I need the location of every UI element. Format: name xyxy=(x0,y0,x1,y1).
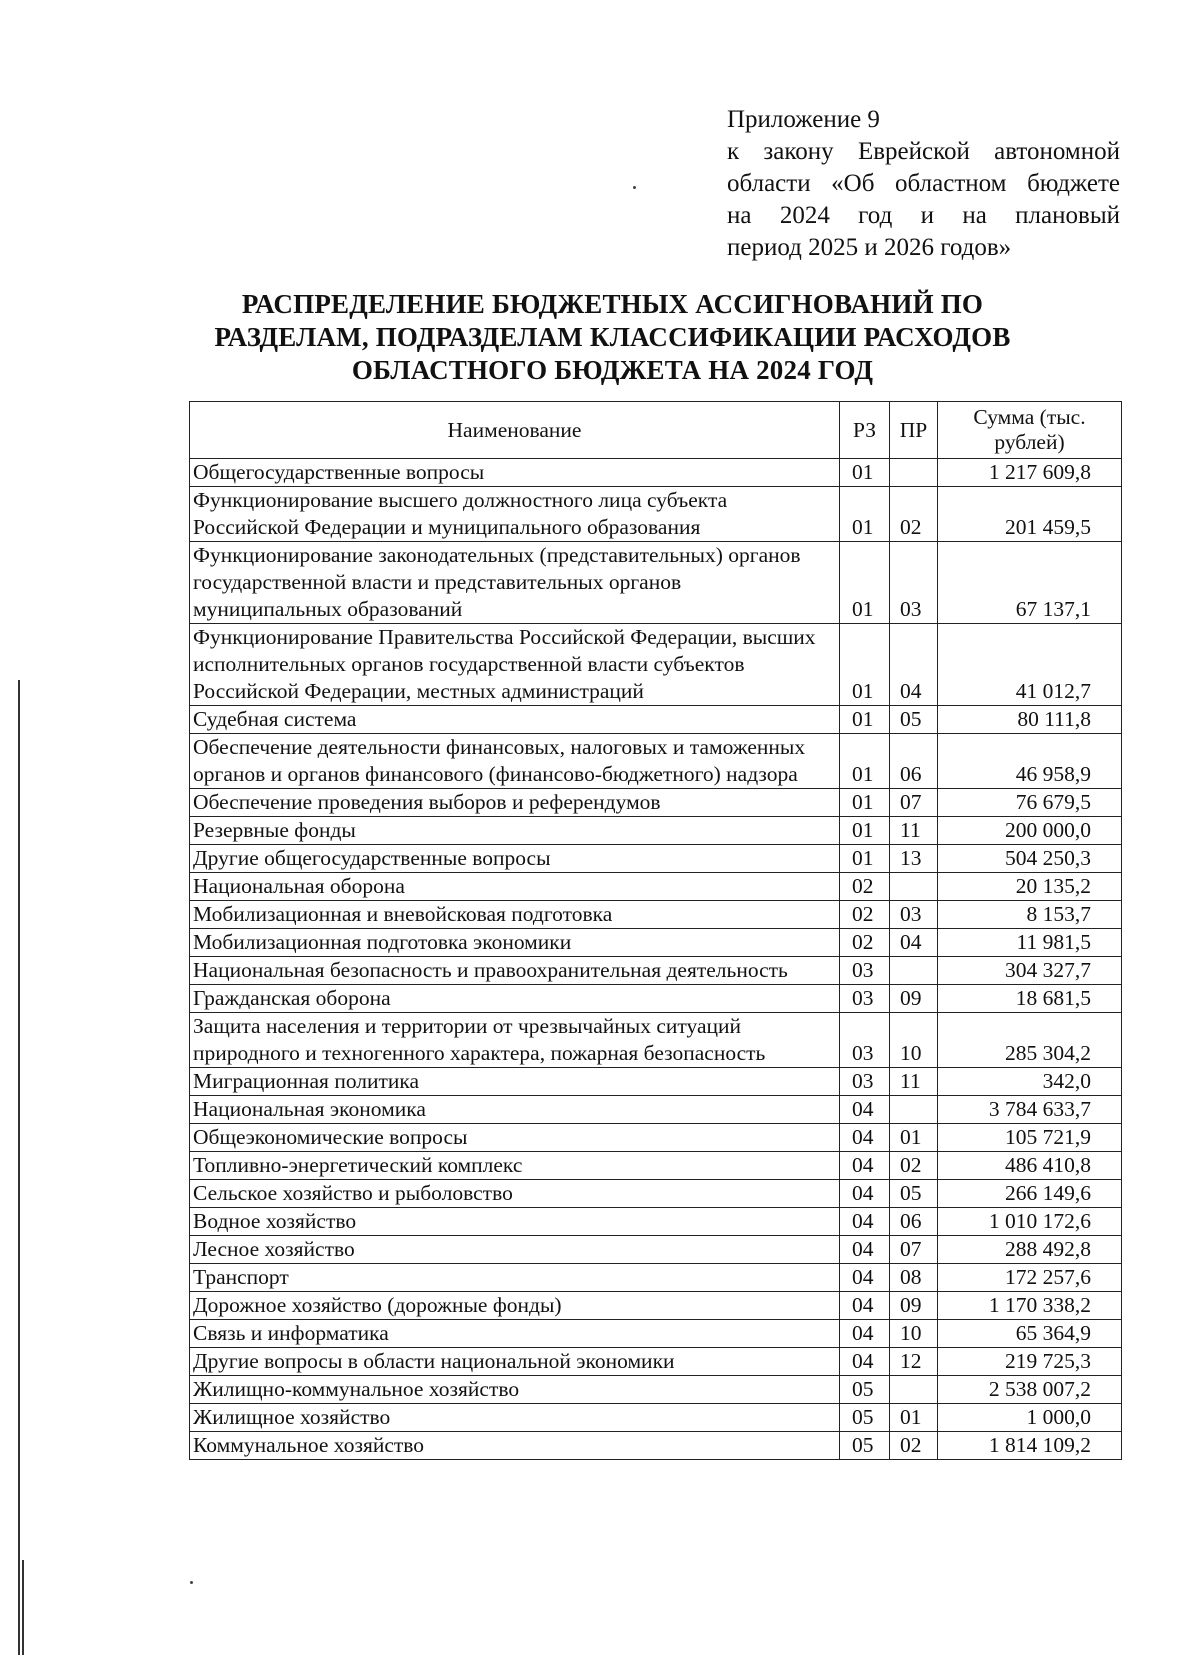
header-name: Наименование xyxy=(190,402,840,459)
row-rz-cell: 01 xyxy=(840,459,890,487)
row-pr-cell: 08 xyxy=(890,1264,938,1292)
row-sum-cell: 266 149,6 xyxy=(938,1180,1122,1208)
row-rz-cell: 04 xyxy=(840,1320,890,1348)
row-pr-cell xyxy=(890,459,938,487)
row-name-cell: Гражданская оборона xyxy=(190,985,840,1013)
appendix-text-line: области «Об областном бюджете xyxy=(727,170,1120,197)
row-name-cell: Коммунальное хозяйство xyxy=(190,1432,840,1460)
row-rz-cell: 04 xyxy=(840,1096,890,1124)
table-row xyxy=(190,873,1122,901)
row-rz-cell: 04 xyxy=(840,1208,890,1236)
row-sum-cell: 18 681,5 xyxy=(938,985,1122,1013)
table-row xyxy=(190,734,1122,789)
row-sum-cell: 8 153,7 xyxy=(938,901,1122,929)
table-row xyxy=(190,1096,1122,1124)
row-pr-cell: 07 xyxy=(890,1236,938,1264)
row-pr-cell xyxy=(890,957,938,985)
row-rz-cell: 01 xyxy=(840,624,890,706)
table-row xyxy=(190,1376,1122,1404)
table-row xyxy=(190,706,1122,734)
appendix-note xyxy=(727,104,1120,264)
row-name-cell: Национальная безопасность и правоохранительная деятельность xyxy=(190,957,840,985)
row-rz-cell: 01 xyxy=(840,706,890,734)
row-name-cell: Миграционная политика xyxy=(190,1068,840,1096)
row-pr-cell: 06 xyxy=(890,1208,938,1236)
row-pr-cell: 02 xyxy=(890,1152,938,1180)
row-rz-cell: 03 xyxy=(840,1013,890,1068)
title-line: РАЗДЕЛАМ, ПОДРАЗДЕЛАМ КЛАССИФИКАЦИИ РАСХОДОВ xyxy=(214,322,1011,352)
row-name-cell: Национальная экономика xyxy=(190,1096,840,1124)
row-name-cell: Лесное хозяйство xyxy=(190,1236,840,1264)
table-row xyxy=(190,1320,1122,1348)
scan-speck xyxy=(190,1581,193,1584)
budget-table xyxy=(189,401,1122,1460)
row-sum-cell: 11 981,5 xyxy=(938,929,1122,957)
table-row xyxy=(190,929,1122,957)
row-name-cell: Связь и информатика xyxy=(190,1320,840,1348)
row-rz-cell: 03 xyxy=(840,957,890,985)
table-row xyxy=(190,1180,1122,1208)
header-pr: ПР xyxy=(890,402,938,459)
table-row xyxy=(190,1152,1122,1180)
row-rz-cell: 04 xyxy=(840,1152,890,1180)
row-sum-cell: 20 135,2 xyxy=(938,873,1122,901)
row-pr-cell: 09 xyxy=(890,985,938,1013)
row-sum-cell: 504 250,3 xyxy=(938,845,1122,873)
row-name-cell: Транспорт xyxy=(190,1264,840,1292)
row-sum-cell: 342,0 xyxy=(938,1068,1122,1096)
row-name-cell: Общеэкономические вопросы xyxy=(190,1124,840,1152)
appendix-text-line: к закону Еврейской автономной xyxy=(727,138,1120,165)
row-name-cell: Функционирование Правительства Российской Федерации, высших исполнительных органов государственной власти субъектов Российской Федерации, местных администраций xyxy=(190,624,840,706)
row-rz-cell: 01 xyxy=(840,734,890,789)
table-row xyxy=(190,845,1122,873)
table-row xyxy=(190,1236,1122,1264)
row-pr-cell: 07 xyxy=(890,789,938,817)
table-row xyxy=(190,1432,1122,1460)
row-rz-cell: 04 xyxy=(840,1292,890,1320)
row-pr-cell: 05 xyxy=(890,706,938,734)
row-name-cell: Жилищное хозяйство xyxy=(190,1404,840,1432)
scan-margin-line xyxy=(22,1560,24,1655)
row-rz-cell: 05 xyxy=(840,1404,890,1432)
row-name-cell: Другие общегосударственные вопросы xyxy=(190,845,840,873)
table-body xyxy=(190,459,1122,1460)
row-pr-cell: 01 xyxy=(890,1404,938,1432)
row-sum-cell: 200 000,0 xyxy=(938,817,1122,845)
row-pr-cell xyxy=(890,873,938,901)
row-rz-cell: 01 xyxy=(840,817,890,845)
row-sum-cell: 304 327,7 xyxy=(938,957,1122,985)
table-row xyxy=(190,459,1122,487)
row-rz-cell: 01 xyxy=(840,487,890,542)
row-rz-cell: 04 xyxy=(840,1180,890,1208)
row-name-cell: Функционирование высшего должностного лица субъекта Российской Федерации и муниципального образования xyxy=(190,487,840,542)
title-line: ОБЛАСТНОГО БЮДЖЕТА НА 2024 ГОД xyxy=(351,355,874,385)
table-row xyxy=(190,1348,1122,1376)
row-sum-cell: 67 137,1 xyxy=(938,542,1122,624)
table-row xyxy=(190,624,1122,706)
title-line: РАСПРЕДЕЛЕНИЕ БЮДЖЕТНЫХ АССИГНОВАНИЙ ПО xyxy=(241,289,984,319)
row-name-cell: Судебная система xyxy=(190,706,840,734)
row-sum-cell: 486 410,8 xyxy=(938,1152,1122,1180)
appendix-number: Приложение 9 xyxy=(727,106,880,133)
table-row xyxy=(190,985,1122,1013)
row-pr-cell: 02 xyxy=(890,487,938,542)
row-pr-cell: 03 xyxy=(890,542,938,624)
row-name-cell: Другие вопросы в области национальной экономики xyxy=(190,1348,840,1376)
row-name-cell: Водное хозяйство xyxy=(190,1208,840,1236)
table-row xyxy=(190,487,1122,542)
row-name-cell: Защита населения и территории от чрезвычайных ситуаций природного и техногенного характера, пожарная безопасность xyxy=(190,1013,840,1068)
row-pr-cell: 01 xyxy=(890,1124,938,1152)
row-rz-cell: 05 xyxy=(840,1376,890,1404)
header-rz: РЗ xyxy=(840,402,890,459)
table-row xyxy=(190,1013,1122,1068)
row-rz-cell: 04 xyxy=(840,1236,890,1264)
row-pr-cell: 13 xyxy=(890,845,938,873)
row-sum-cell: 105 721,9 xyxy=(938,1124,1122,1152)
row-name-cell: Функционирование законодательных (представительных) органов государственной власти и представительных органов муниципальных образований xyxy=(190,542,840,624)
row-rz-cell: 02 xyxy=(840,929,890,957)
row-sum-cell: 219 725,3 xyxy=(938,1348,1122,1376)
row-rz-cell: 01 xyxy=(840,845,890,873)
row-rz-cell: 02 xyxy=(840,901,890,929)
row-sum-cell: 65 364,9 xyxy=(938,1320,1122,1348)
appendix-text-line: на 2024 год и на плановый xyxy=(727,202,1120,229)
row-name-cell: Обеспечение деятельности финансовых, налоговых и таможенных органов и органов финансового (финансово-бюджетного) надзора xyxy=(190,734,840,789)
row-rz-cell: 04 xyxy=(840,1348,890,1376)
row-sum-cell: 41 012,7 xyxy=(938,624,1122,706)
row-pr-cell: 06 xyxy=(890,734,938,789)
table-row xyxy=(190,1124,1122,1152)
row-rz-cell: 02 xyxy=(840,873,890,901)
row-sum-cell: 1 010 172,6 xyxy=(938,1208,1122,1236)
table-row xyxy=(190,1068,1122,1096)
row-name-cell: Обеспечение проведения выборов и референдумов xyxy=(190,789,840,817)
row-rz-cell: 03 xyxy=(840,985,890,1013)
document-title xyxy=(190,288,1035,387)
row-sum-cell: 1 170 338,2 xyxy=(938,1292,1122,1320)
row-rz-cell: 03 xyxy=(840,1068,890,1096)
row-name-cell: Мобилизационная и вневойсковая подготовка xyxy=(190,901,840,929)
row-name-cell: Дорожное хозяйство (дорожные фонды) xyxy=(190,1292,840,1320)
table-row xyxy=(190,542,1122,624)
row-pr-cell: 04 xyxy=(890,929,938,957)
row-pr-cell xyxy=(890,1376,938,1404)
table-header-row xyxy=(190,402,1122,459)
table-row xyxy=(190,817,1122,845)
row-pr-cell: 12 xyxy=(890,1348,938,1376)
row-rz-cell: 01 xyxy=(840,789,890,817)
table-row xyxy=(190,1208,1122,1236)
row-name-cell: Национальная оборона xyxy=(190,873,840,901)
scan-margin-line xyxy=(18,680,20,1655)
row-sum-cell: 80 111,8 xyxy=(938,706,1122,734)
row-sum-cell: 288 492,8 xyxy=(938,1236,1122,1264)
table-row xyxy=(190,1264,1122,1292)
table-row xyxy=(190,789,1122,817)
appendix-text-line: период 2025 и 2026 годов» xyxy=(727,234,1012,261)
scan-speck xyxy=(633,186,636,189)
row-sum-cell: 1 814 109,2 xyxy=(938,1432,1122,1460)
row-name-cell: Жилищно-коммунальное хозяйство xyxy=(190,1376,840,1404)
row-pr-cell: 02 xyxy=(890,1432,938,1460)
table-row xyxy=(190,1292,1122,1320)
row-sum-cell: 2 538 007,2 xyxy=(938,1376,1122,1404)
row-rz-cell: 04 xyxy=(840,1124,890,1152)
row-sum-cell: 76 679,5 xyxy=(938,789,1122,817)
row-pr-cell: 09 xyxy=(890,1292,938,1320)
row-pr-cell xyxy=(890,1096,938,1124)
row-name-cell: Топливно-энергетический комплекс xyxy=(190,1152,840,1180)
row-name-cell: Общегосударственные вопросы xyxy=(190,459,840,487)
row-name-cell: Мобилизационная подготовка экономики xyxy=(190,929,840,957)
row-sum-cell: 46 958,9 xyxy=(938,734,1122,789)
row-pr-cell: 11 xyxy=(890,1068,938,1096)
row-rz-cell: 05 xyxy=(840,1432,890,1460)
header-sum: Сумма (тыс. рублей) xyxy=(938,402,1122,459)
row-pr-cell: 10 xyxy=(890,1320,938,1348)
table-row xyxy=(190,1404,1122,1432)
row-sum-cell: 285 304,2 xyxy=(938,1013,1122,1068)
table-row xyxy=(190,901,1122,929)
row-sum-cell: 1 000,0 xyxy=(938,1404,1122,1432)
row-sum-cell: 201 459,5 xyxy=(938,487,1122,542)
row-pr-cell: 10 xyxy=(890,1013,938,1068)
row-pr-cell: 04 xyxy=(890,624,938,706)
row-name-cell: Сельское хозяйство и рыболовство xyxy=(190,1180,840,1208)
row-sum-cell: 1 217 609,8 xyxy=(938,459,1122,487)
row-rz-cell: 01 xyxy=(840,542,890,624)
row-sum-cell: 3 784 633,7 xyxy=(938,1096,1122,1124)
row-name-cell: Резервные фонды xyxy=(190,817,840,845)
table-row xyxy=(190,957,1122,985)
row-pr-cell: 11 xyxy=(890,817,938,845)
row-sum-cell: 172 257,6 xyxy=(938,1264,1122,1292)
row-pr-cell: 03 xyxy=(890,901,938,929)
row-rz-cell: 04 xyxy=(840,1264,890,1292)
row-pr-cell: 05 xyxy=(890,1180,938,1208)
